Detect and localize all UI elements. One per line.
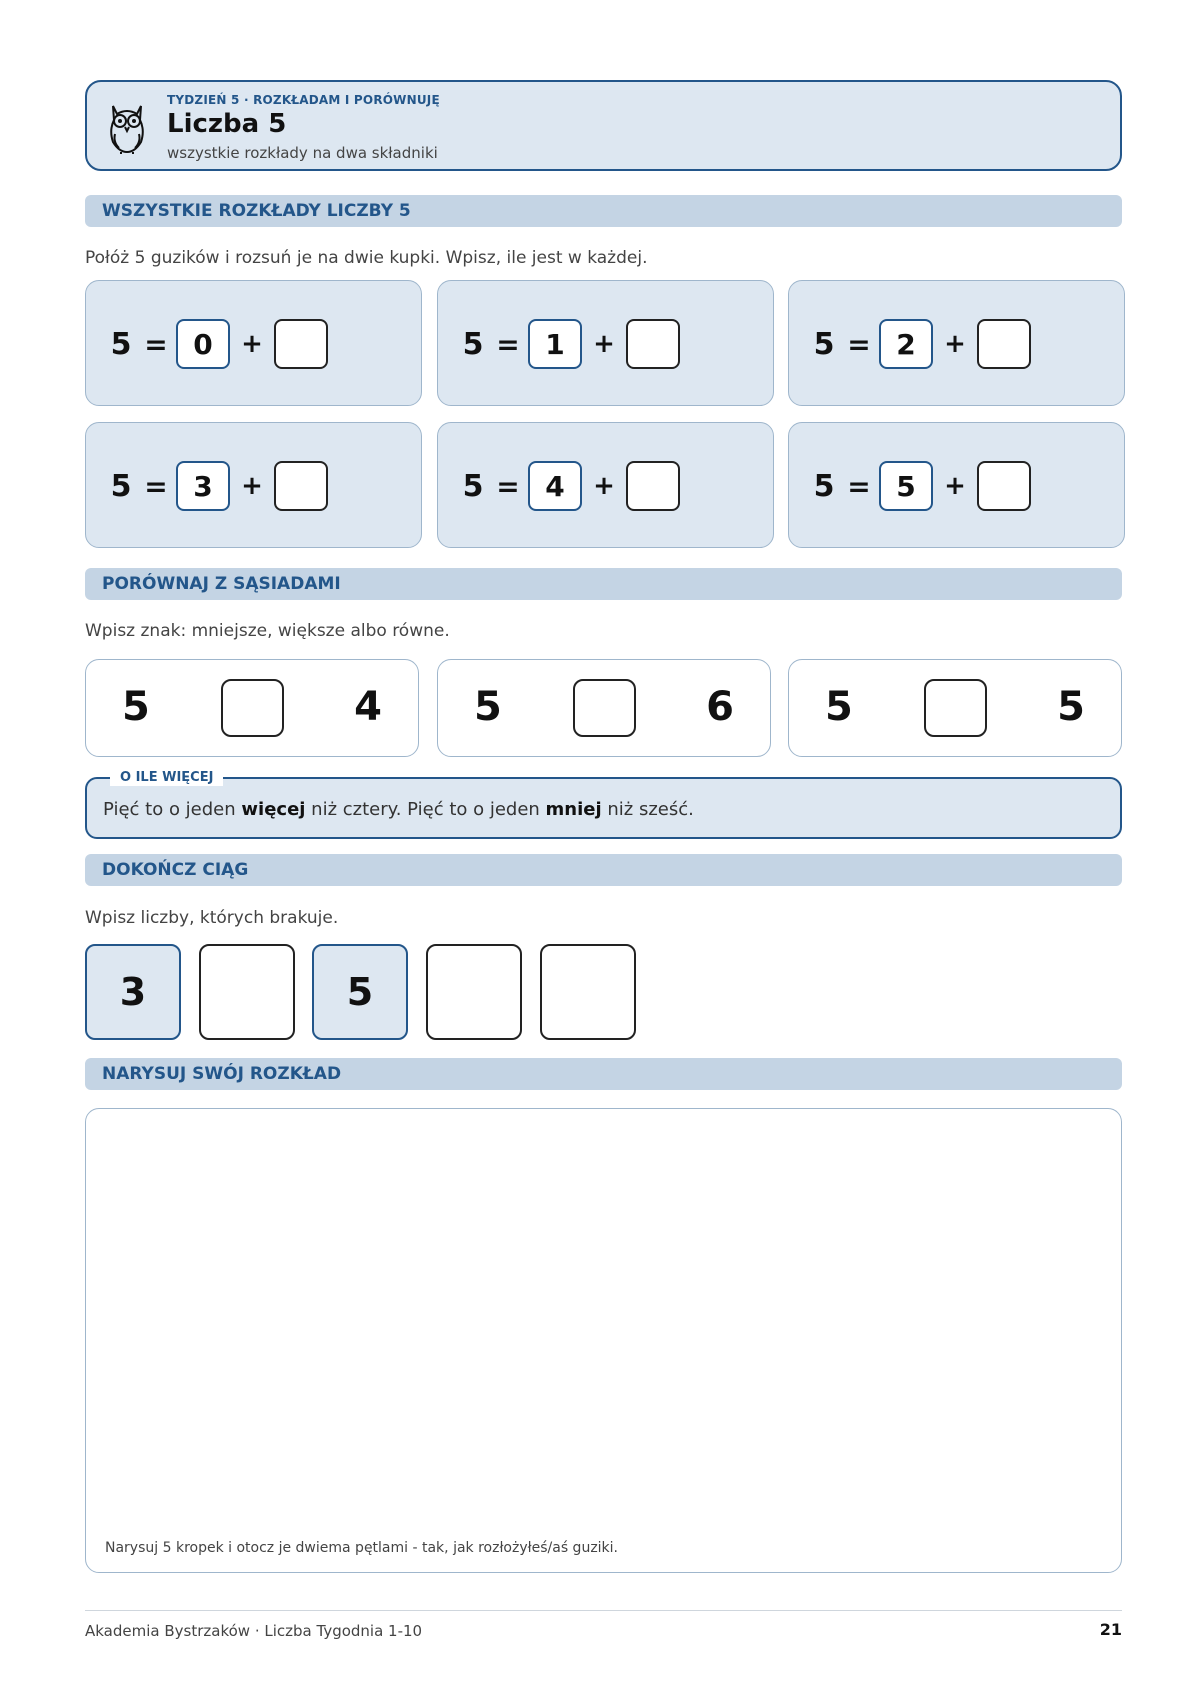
sequence-cell-empty[interactable] [426,944,522,1040]
equals-sign: = [847,327,871,361]
equation-total: 5 [110,468,132,504]
drawing-instruction: Narysuj 5 kropek i otocz je dwiema pętlami - tak, jak rozłożyłeś/aś guziki. [105,1540,619,1556]
page-number: 21 [1099,1620,1122,1639]
section-heading-compare: PORÓWNAJ Z SĄSIADAMI [85,568,1122,600]
first-addend-box: 5 [879,461,933,511]
equals-sign: = [847,469,871,503]
compare-right-number: 5 [1057,684,1085,730]
first-addend-box: 0 [176,319,230,369]
owl-icon [105,100,149,154]
drawing-area[interactable] [85,1108,1122,1573]
sequence-cell-empty[interactable] [540,944,636,1040]
plus-sign: + [944,329,966,359]
tip-text: Pięć to o jeden więcej niż cztery. Pięć to o jeden mniej niż sześć. [103,799,694,820]
section-instruction-decompositions: Połóż 5 guzików i rozsuń je na dwie kupki. Wpisz, ile jest w każdej. [85,248,648,268]
week-label: TYDZIEŃ 5 · ROZKŁADAM I PORÓWNUJĘ [167,93,440,107]
sequence-cell-given: 5 [312,944,408,1040]
compare-left-number: 5 [122,684,150,730]
decomposition-card [85,280,422,406]
plus-sign: + [944,471,966,501]
equation-total: 5 [110,326,132,362]
compare-left-number: 5 [825,684,853,730]
second-addend-input[interactable] [626,319,680,369]
compare-right-number: 6 [706,684,734,730]
decomposition-equation [809,319,1031,369]
tip-box [85,777,1122,839]
section-instruction-sequence: Wpisz liczby, których brakuje. [85,908,339,928]
compare-left-number: 5 [474,684,502,730]
first-addend-box: 2 [879,319,933,369]
equation-total: 5 [462,468,484,504]
compare-card [437,659,771,757]
compare-card [788,659,1122,757]
page-title: Liczba 5 [167,109,287,139]
equation-total: 5 [813,326,835,362]
equation-total: 5 [813,468,835,504]
sequence-cell-empty[interactable] [199,944,295,1040]
first-addend-box: 3 [176,461,230,511]
equals-sign: = [144,327,168,361]
section-instruction-compare: Wpisz znak: mniejsze, większe albo równe. [85,621,450,641]
plus-sign: + [593,471,615,501]
decomposition-equation [809,461,1031,511]
equation-total: 5 [462,326,484,362]
decomposition-equation [458,319,680,369]
plus-sign: + [241,329,263,359]
tip-label: O ILE WIĘCEJ [110,769,223,786]
decomposition-equation [106,461,328,511]
compare-right-number: 4 [354,684,382,730]
section-heading-decompositions: WSZYSTKIE ROZKŁADY LICZBY 5 [85,195,1122,227]
second-addend-input[interactable] [977,319,1031,369]
second-addend-input[interactable] [274,319,328,369]
equals-sign: = [144,469,168,503]
compare-card [85,659,419,757]
decomposition-equation [458,461,680,511]
plus-sign: + [241,471,263,501]
compare-answer-box[interactable] [924,679,987,737]
first-addend-box: 4 [528,461,582,511]
page-subtitle: wszystkie rozkłady na dwa składniki [167,144,438,162]
first-addend-box: 1 [528,319,582,369]
compare-answer-box[interactable] [573,679,636,737]
second-addend-input[interactable] [626,461,680,511]
decomposition-card [85,422,422,548]
plus-sign: + [593,329,615,359]
equals-sign: = [496,469,520,503]
sequence-cell-given: 3 [85,944,181,1040]
footer-divider [85,1610,1122,1611]
footer-publisher: Akademia Bystrzaków · Liczba Tygodnia 1-10 [85,1622,423,1640]
compare-answer-box[interactable] [221,679,284,737]
decomposition-equation [106,319,328,369]
second-addend-input[interactable] [977,461,1031,511]
decomposition-card [788,280,1125,406]
section-heading-sequence: DOKOŃCZ CIĄG [85,854,1122,886]
second-addend-input[interactable] [274,461,328,511]
decomposition-card [437,280,774,406]
header-banner [85,80,1122,171]
decomposition-card [437,422,774,548]
decomposition-card [788,422,1125,548]
section-heading-draw: NARYSUJ SWÓJ ROZKŁAD [85,1058,1122,1090]
equals-sign: = [496,327,520,361]
